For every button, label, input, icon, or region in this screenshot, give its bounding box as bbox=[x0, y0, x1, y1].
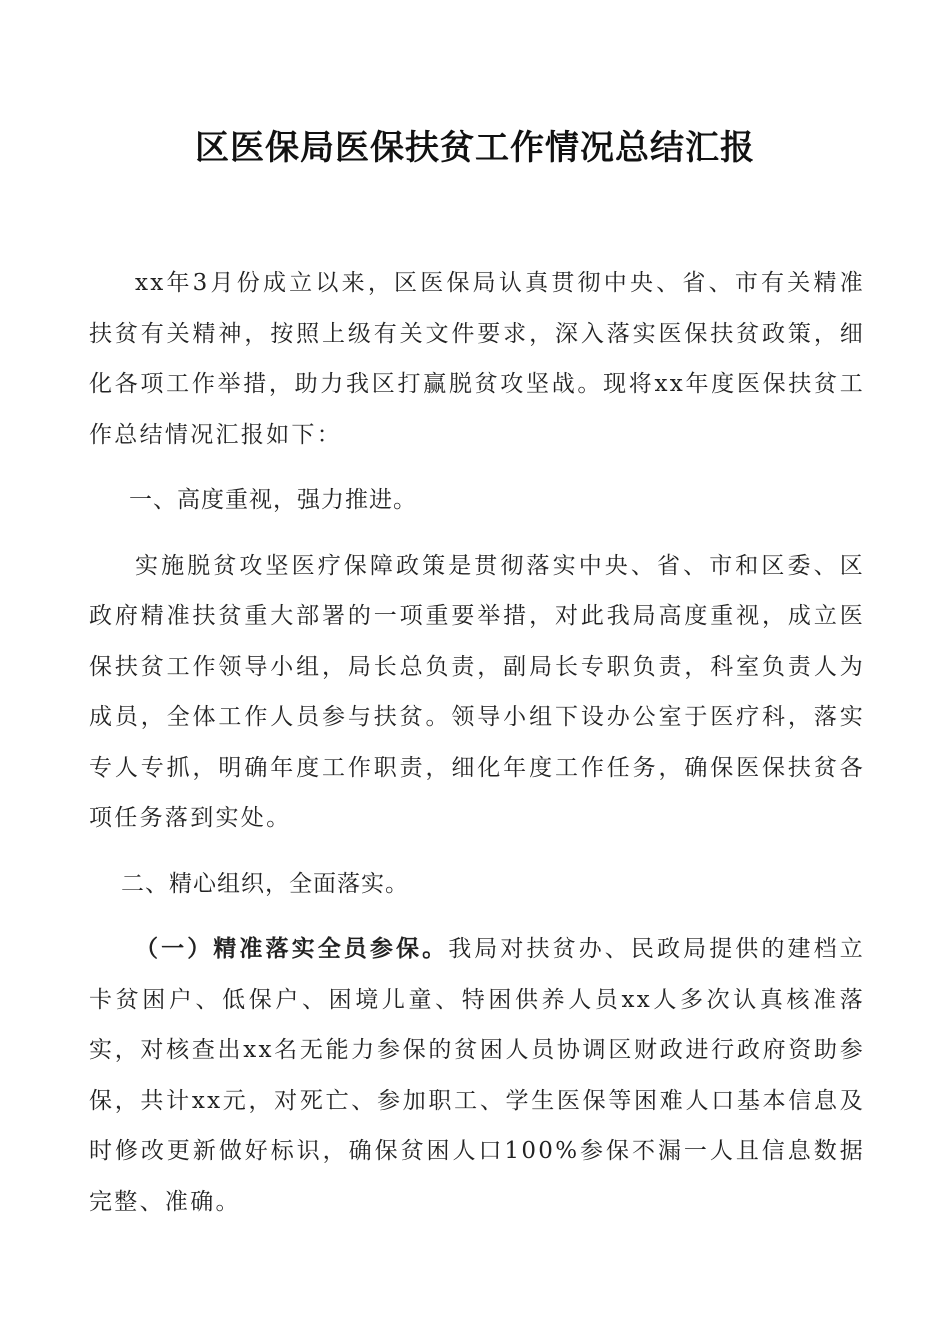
intro-paragraph: xx年3月份成立以来，区医保局认真贯彻中央、省、市有关精准扶贫有关精神，按照上级有关文件要求，深入落实医保扶贫政策，细化各项工作举措，助力我区打赢脱贫攻坚战。现将xx年度医保扶贫工作总结情况汇报如下： bbox=[89, 270, 865, 448]
document-body bbox=[89, 258, 865, 1242]
section-heading-2: 二、精心组织，全面落实。 bbox=[121, 870, 409, 897]
section-1-paragraph: 实施脱贫攻坚医疗保障政策是贯彻落实中央、省、市和区委、区政府精准扶贫重大部署的一项重要举措，对此我局高度重视，成立医保扶贫工作领导小组，局长总负责，副局长专职负责，科室负责人为成员，全体工作人员参与扶贫。领导小组下设办公室于医疗科，落实专人专抓，明确年度工作职责，细化年度工作任务，确保医保扶贫各项任务落到实处。 bbox=[89, 552, 865, 831]
subsection-1-lead: （一）精准落实全员参保。 bbox=[135, 935, 449, 962]
section-heading-1: 一、高度重视，强力推进。 bbox=[129, 487, 417, 513]
subsection-1-paragraph bbox=[89, 924, 865, 1227]
subsection-1-text: 我局对扶贫办、民政局提供的建档立卡贫困户、低保户、困境儿童、特困供养人员xx人多次认真核准落实，对核查出xx名无能力参保的贫困人员协调区财政进行政府资助参保，共计xx元，对死亡、参加职工、学生医保等困难人口基本信息及时修改更新做好标识，确保贫困人口100%参保不漏一人且信息数据完整、准确。 bbox=[89, 936, 865, 1215]
document-title: 区医保局医保扶贫工作情况总结汇报 bbox=[195, 128, 755, 168]
